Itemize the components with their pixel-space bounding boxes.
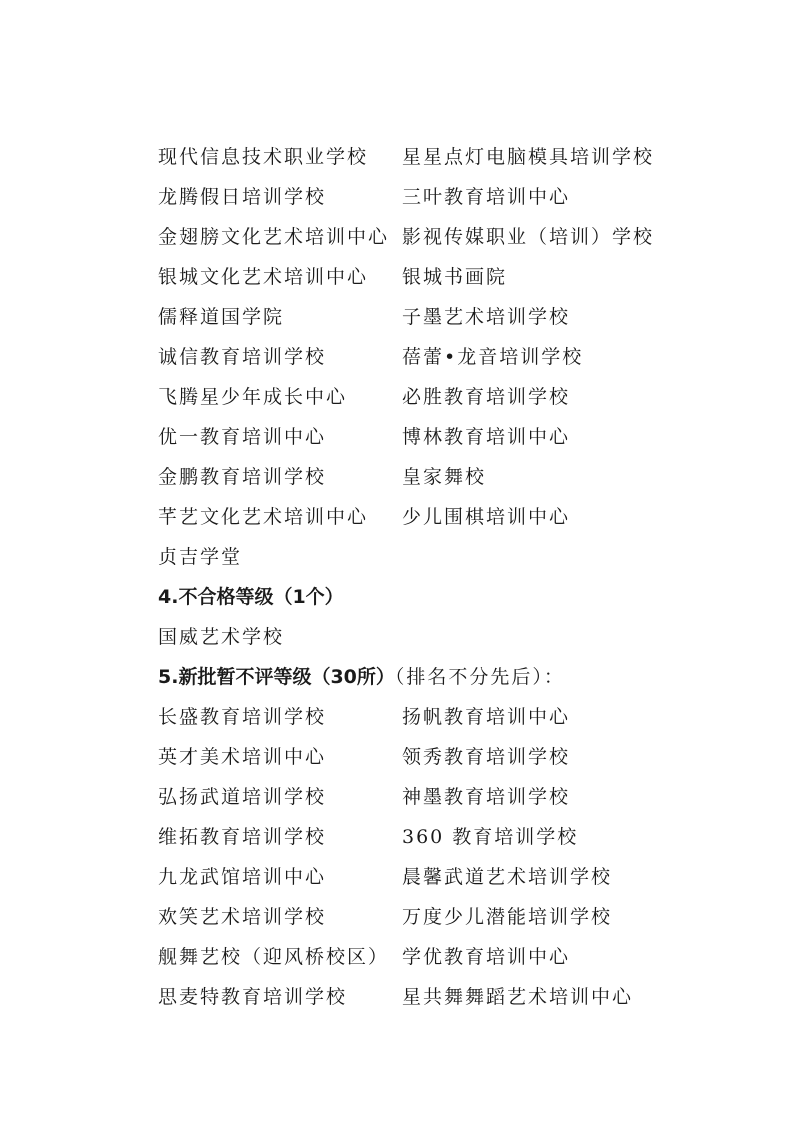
school-name: 舰舞艺校（迎风桥校区） [158, 946, 390, 968]
school-name: 芊艺文化艺术培训中心 [158, 506, 369, 528]
school-name: 国威艺术学校 [158, 626, 285, 648]
school-name: 博林教育培训中心 [402, 426, 571, 448]
school-name: 贞吉学堂 [158, 546, 243, 568]
school-name: 星共舞舞蹈艺术培训中心 [402, 986, 634, 1008]
list-row [158, 782, 678, 812]
list-row [158, 982, 678, 1012]
section-heading-text: 5.新批暂不评等级（30所） [158, 666, 395, 688]
school-name: 维拓教育培训学校 [158, 826, 327, 848]
school-name: 影视传媒职业（培训）学校 [402, 226, 655, 248]
school-name: 优一教育培训中心 [158, 426, 327, 448]
list-row [158, 302, 678, 332]
school-name: 现代信息技术职业学校 [158, 146, 369, 168]
school-name: 万度少儿潜能培训学校 [402, 906, 613, 928]
list-row [158, 422, 678, 452]
school-name: 飞腾星少年成长中心 [158, 386, 348, 408]
school-name: 欢笑艺术培训学校 [158, 906, 327, 928]
school-name: 银城书画院 [402, 266, 508, 288]
school-name: 星星点灯电脑模具培训学校 [402, 146, 655, 168]
school-name: 晨馨武道艺术培训学校 [402, 866, 613, 888]
list-row [158, 542, 678, 572]
list-row [158, 862, 678, 892]
school-name: 神墨教育培训学校 [402, 786, 571, 808]
school-name: 金翅膀文化艺术培训中心 [158, 226, 390, 248]
school-name: 皇家舞校 [402, 466, 487, 488]
school-name: 思麦特教育培训学校 [158, 986, 348, 1008]
list-row [158, 222, 678, 252]
school-name: 学优教育培训中心 [402, 946, 571, 968]
list-row [158, 382, 678, 412]
school-name: 蓓蕾•龙音培训学校 [402, 346, 584, 368]
school-name: 必胜教育培训学校 [402, 386, 571, 408]
school-name: 九龙武馆培训中心 [158, 866, 327, 888]
school-name: 少儿围棋培训中心 [402, 506, 571, 528]
list-row [158, 462, 678, 492]
list-row [158, 182, 678, 212]
school-name: 英才美术培训中心 [158, 746, 327, 768]
list-row [158, 622, 678, 652]
section-heading-text: 4.不合格等级（1个） [158, 586, 344, 608]
list-row [158, 142, 678, 172]
section-heading [158, 662, 565, 692]
list-row [158, 822, 678, 852]
list-row [158, 702, 678, 732]
list-row [158, 262, 678, 292]
list-row [158, 902, 678, 932]
list-row [158, 342, 678, 372]
school-name: 银城文化艺术培训中心 [158, 266, 369, 288]
school-name: 子墨艺术培训学校 [402, 306, 571, 328]
school-name: 金鹏教育培训学校 [158, 466, 327, 488]
school-name: 长盛教育培训学校 [158, 706, 327, 728]
school-name: 弘扬武道培训学校 [158, 786, 327, 808]
school-name: 领秀教育培训学校 [402, 746, 571, 768]
school-name: 扬帆教育培训中心 [402, 706, 571, 728]
school-name: 龙腾假日培训学校 [158, 186, 327, 208]
list-row [158, 942, 678, 972]
list-row [158, 502, 678, 532]
school-name: 360 教育培训学校 [402, 826, 579, 848]
list-row [158, 742, 678, 772]
section-note: （排名不分先后）： [394, 666, 565, 688]
school-name: 诚信教育培训学校 [158, 346, 327, 368]
school-name: 三叶教育培训中心 [402, 186, 571, 208]
section-heading [158, 582, 344, 612]
school-name: 儒释道国学院 [158, 306, 285, 328]
